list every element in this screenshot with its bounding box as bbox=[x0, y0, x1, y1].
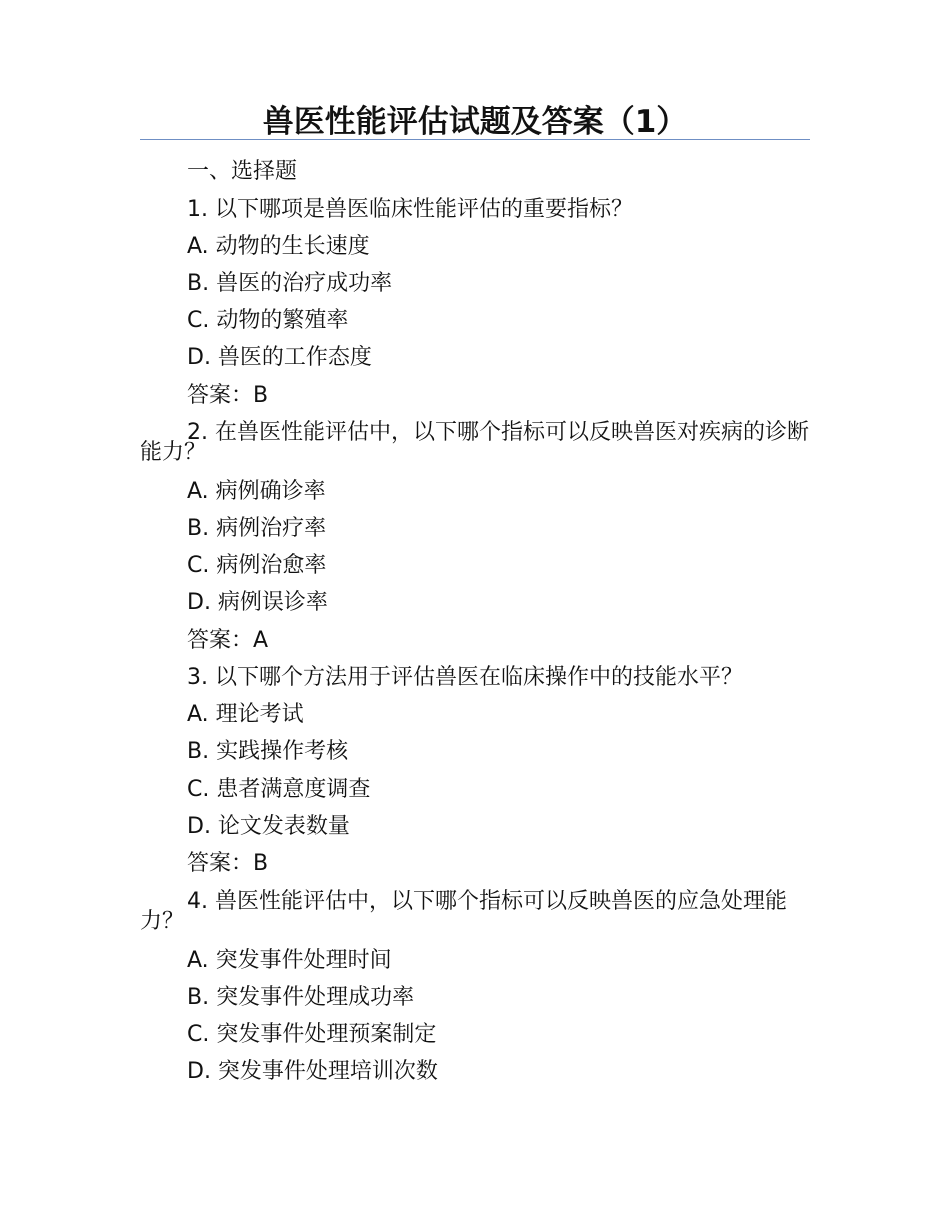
question-4-option-c: C. 突发事件处理预案制定 bbox=[187, 1022, 437, 1047]
question-2-text: 2. 在兽医性能评估中，以下哪个指标可以反映兽医对疾病的诊断能力？ bbox=[140, 420, 809, 465]
question-3-option-a: A. 理论考试 bbox=[187, 702, 304, 727]
question-1-option-d: D. 兽医的工作态度 bbox=[187, 345, 372, 370]
question-2-option-d: D. 病例误诊率 bbox=[187, 590, 328, 615]
question-3-option-c: C. 患者满意度调查 bbox=[187, 777, 371, 802]
question-4-option-d: D. 突发事件处理培训次数 bbox=[187, 1059, 438, 1084]
question-2-option-c: C. 病例治愈率 bbox=[187, 553, 327, 578]
question-1-text: 1. 以下哪项是兽医临床性能评估的重要指标？ bbox=[187, 197, 633, 222]
question-2-answer: 答案：A bbox=[187, 628, 269, 653]
question-3-option-d: D. 论文发表数量 bbox=[187, 814, 350, 839]
question-3-text: 3. 以下哪个方法用于评估兽医在临床操作中的技能水平？ bbox=[187, 665, 743, 690]
question-3-answer: 答案：B bbox=[187, 851, 269, 876]
question-1-option-b: B. 兽医的治疗成功率 bbox=[187, 271, 393, 296]
question-2-option-a: A. 病例确诊率 bbox=[187, 479, 326, 504]
section-heading: 一、选择题 bbox=[187, 159, 298, 184]
question-2-option-b: B. 病例治疗率 bbox=[187, 516, 327, 541]
question-4-option-b: B. 突发事件处理成功率 bbox=[187, 985, 415, 1010]
question-1-option-a: A. 动物的生长速度 bbox=[187, 234, 370, 259]
question-4-text: 4. 兽医性能评估中，以下哪个指标可以反映兽医的应急处理能力？ bbox=[140, 889, 787, 934]
question-1-option-c: C. 动物的繁殖率 bbox=[187, 308, 349, 333]
document-title: 兽医性能评估试题及答案（1） bbox=[262, 104, 688, 140]
question-1-answer: 答案：B bbox=[187, 383, 269, 408]
title-underline bbox=[140, 139, 810, 140]
question-4-option-a: A. 突发事件处理时间 bbox=[187, 948, 392, 973]
question-3-option-b: B. 实践操作考核 bbox=[187, 739, 349, 764]
